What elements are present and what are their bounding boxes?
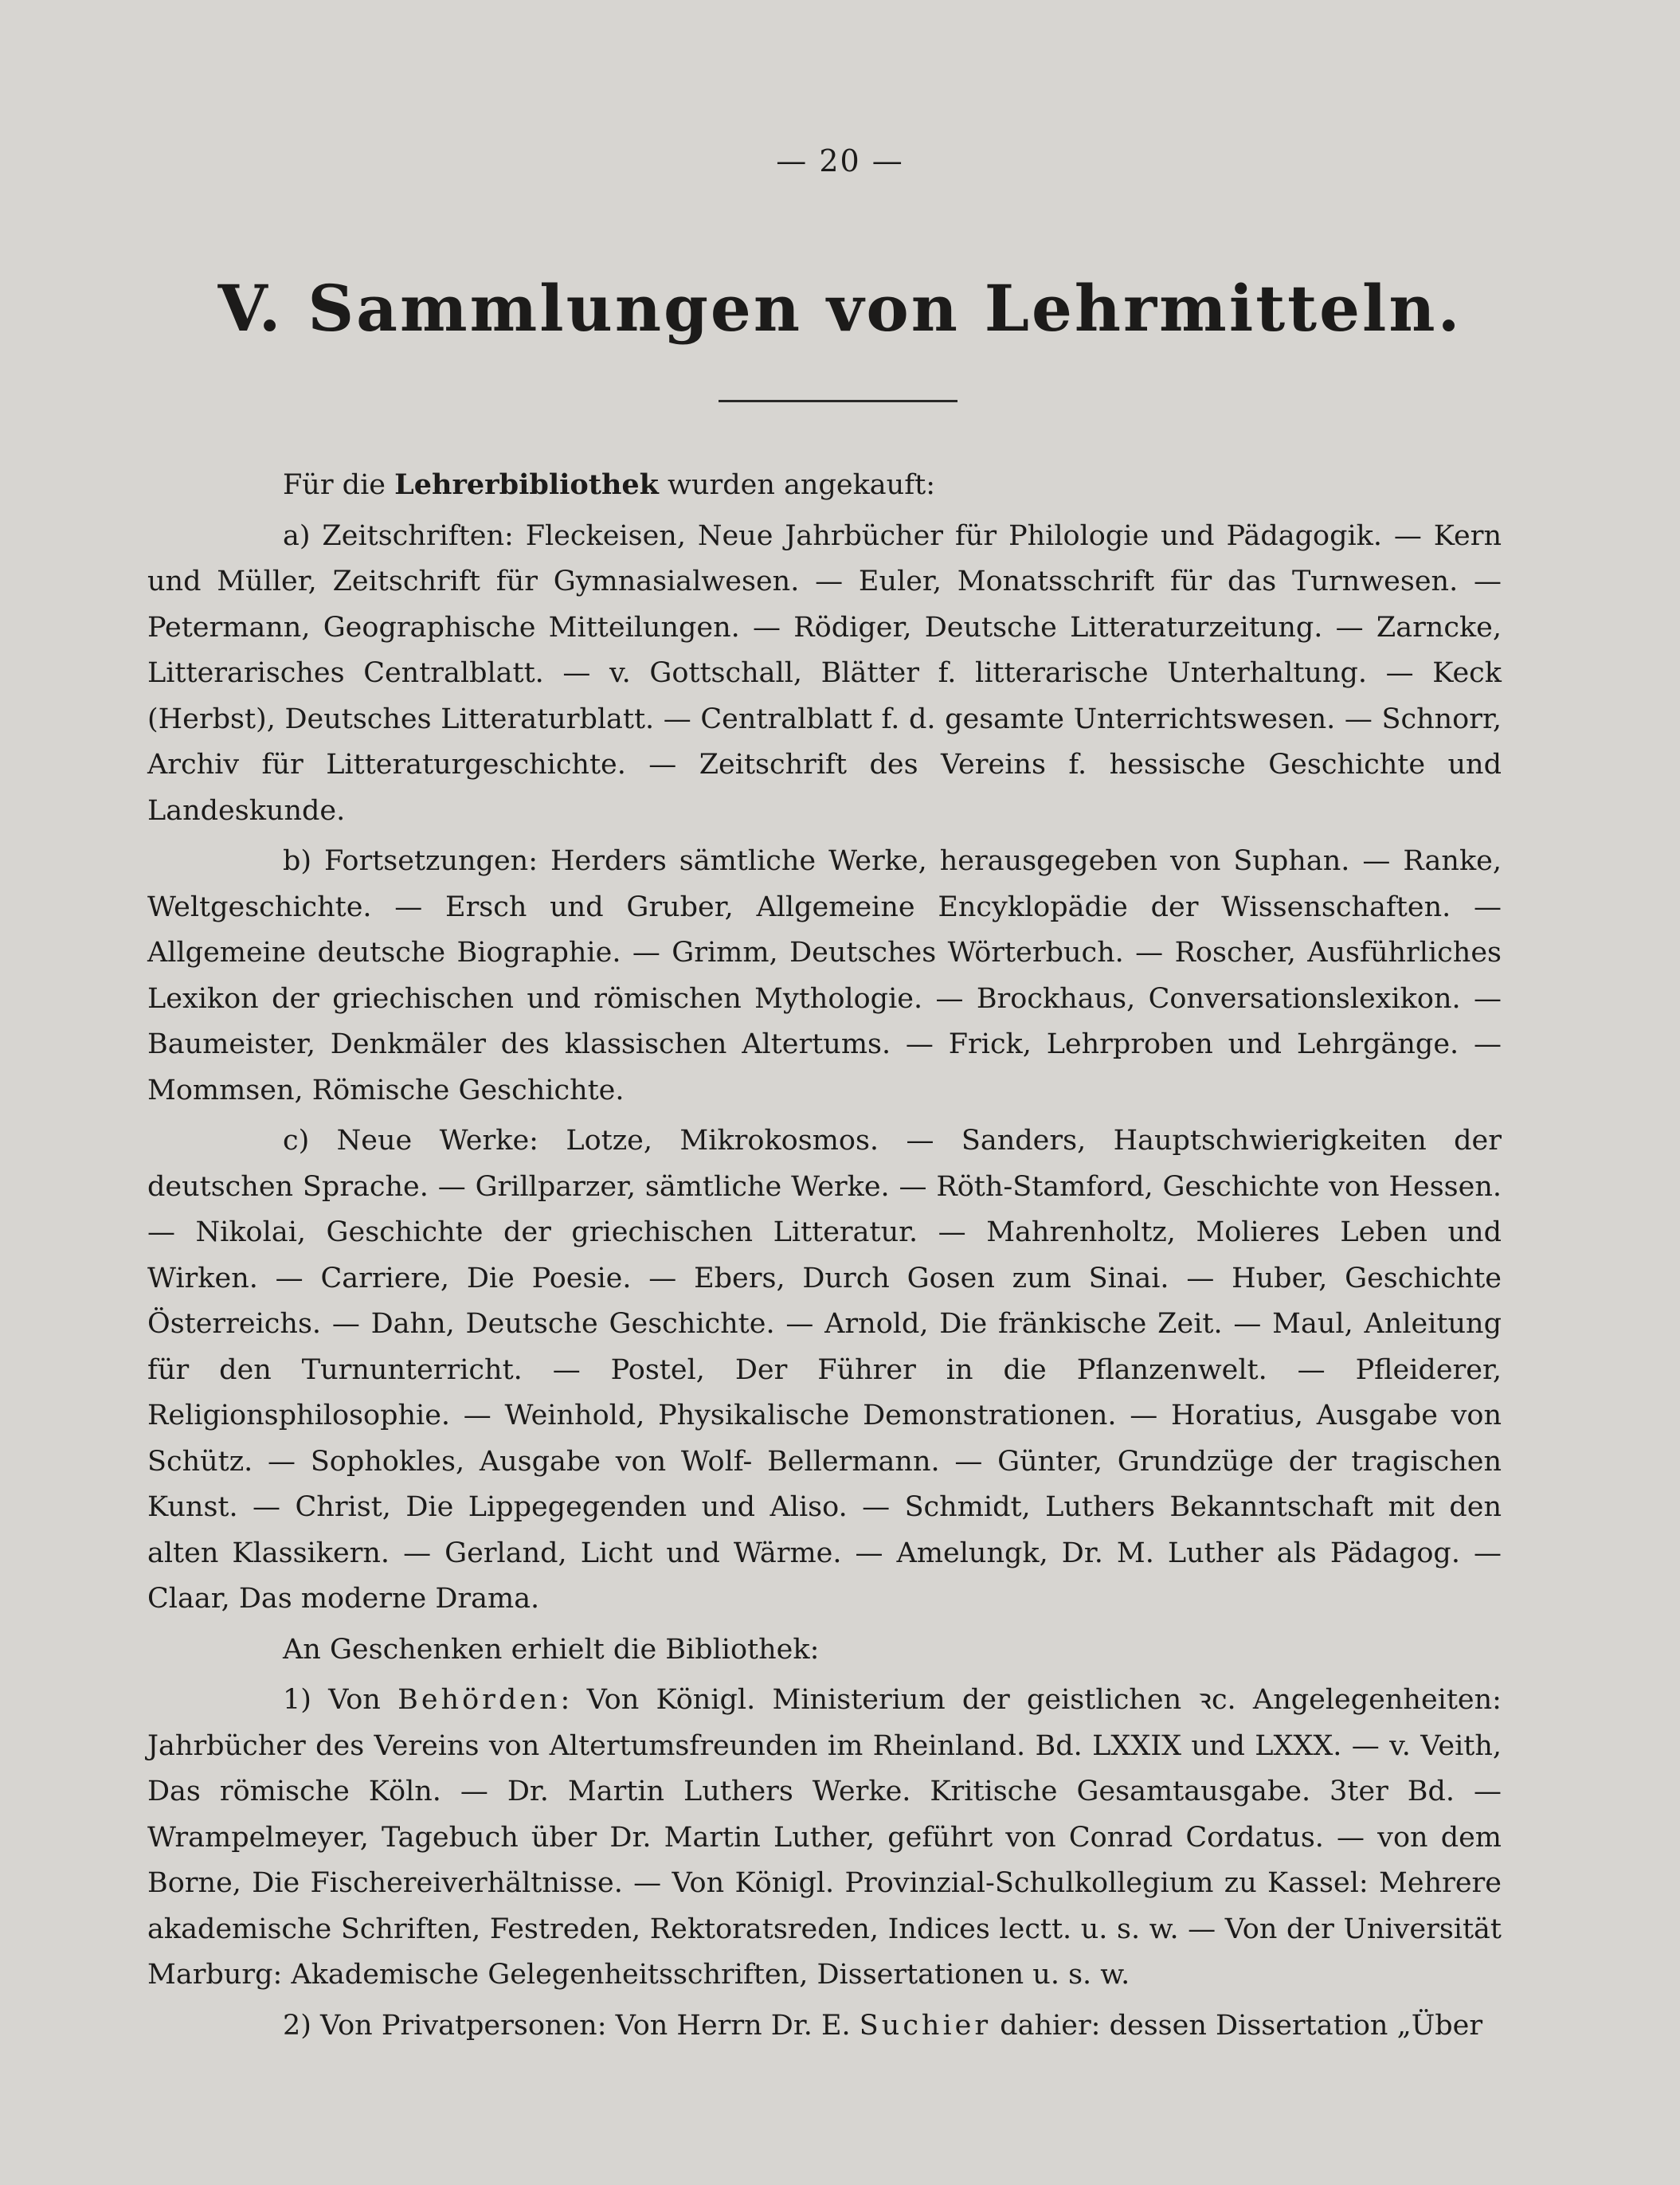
paragraph-c-new-works: c) Neue Werke: Lotze, Mikrokosmos. — Sanders, Hauptschwierigkeiten der deutschen Sprache. — Grillparzer, sämtliche Werke. — Röth-Stamford, Geschichte von Hessen. — Nikolai, Geschichte der griechischen Litteratur. — Mahrenholtz, Molieres Leben und Wirken. — Carriere, Die Poesie. — Ebers, Durch Gosen zum Sinai. — Huber, Geschichte Österreichs. — Dahn, Deutsche Geschichte. — Arnold, Die fränkische Zeit. — Maul, Anleitung für den Turnunterricht. — Postel, Der Führer in die Pflanzenwelt. — Pfleiderer, Religionsphilosophie. — Weinhold, Physikalische Demonstrationen. — Horatius, Ausgabe von Schütz. — Sophokles, Ausgabe von Wolf- Bellermann. — Günter, Grundzüge der tragischen Kunst. — Christ, Die Lippegegenden und Aliso. — Schmidt, Luthers Bekanntschaft mit den alten Klassikern. — Gerland, Licht und Wärme. — Amelungk, Dr. M. Luther als Pädagog. — Claar, Das moderne Drama. [147, 1125, 1502, 1615]
intro-text: Für die [283, 469, 395, 501]
section-heading: V. Sammlungen von Lehrmitteln. [217, 271, 1463, 346]
item2-text: dahier: dessen Dissertation „Über [991, 2009, 1483, 2042]
purchases-intro [147, 462, 1502, 509]
donor-name: Suchier [859, 2009, 992, 2042]
body-text [147, 462, 1502, 2054]
heading-divider [719, 400, 957, 402]
authorities-label: Behörden [397, 1684, 561, 1716]
paragraph-a-periodicals: a) Zeitschriften: Fleckeisen, Neue Jahrbücher für Philologie und Pädagogik. — Kern und Müller, Zeitschrift für Gymnasialwesen. — Euler, Monatsschrift für das Turnwesen. — Petermann, Geographische Mitteilungen. — Rödiger, Deutsche Litteraturzeitung. — Zarncke, Litterarisches Centralblatt. — v. Gottschall, Blätter f. litterarische Unterhaltung. — Keck (Herbst), Deutsches Litteraturblatt. — Centralblatt f. d. gesamte Unterrichtswesen. — Schnorr, Archiv für Litteraturgeschichte. — Zeitschrift des Vereins f. hessische Geschichte und Landeskunde. [147, 519, 1502, 827]
item2-prefix: 2) Von Privatpersonen: Von Herrn Dr. E. [283, 2009, 860, 2042]
item1-text: : Von Königl. Ministerium der geistlichen ꝛc. Angelegenheiten: Jahrbücher des Vereins von Altertumsfreunden im Rheinland. Bd. LXXIX und LXXX. — v. Veith, Das römische Köln. — Dr. Martin Luthers Werke. Kritische Gesamtausgabe. 3ter Bd. — Wrampelmeyer, Tagebuch über Dr. Martin Luther, geführt von Conrad Cordatus. — von dem Borne, Die Fischereiverhältnisse. — Von Königl. Provinzial-Schulkollegium zu Kassel: Mehrere akademische Schriften, Festreden, Rektoratsreden, Indices lectt. u. s. w. — Von der Universität Marburg: Akademische Gelegenheitsschriften, Dissertationen u. s. w. [147, 1684, 1502, 1991]
page-number: — 20 — [776, 143, 904, 178]
item1-prefix: 1) Von [283, 1684, 398, 1716]
paragraph-1-authorities [147, 1678, 1502, 1999]
paragraph-b-continuations: b) Fortsetzungen: Herders sämtliche Werke, herausgegeben von Suphan. — Ranke, Weltgeschichte. — Ersch und Gruber, Allgemeine Encyklopädie der Wissenschaften. — Allgemeine deutsche Biographie. — Grimm, Deutsches Wörterbuch. — Roscher, Ausführliches Lexikon der griechischen und römischen Mythologie. — Brockhaus, Conversationslexikon. — Baumeister, Denkmäler des klassischen Altertums. — Frick, Lehrproben und Lehrgänge. — Mommsen, Römische Geschichte. [147, 845, 1502, 1106]
intro-text-end: wurden angekauft: [658, 469, 936, 501]
library-name: Lehrerbibliothek [394, 468, 659, 501]
paragraph-2-private-persons [147, 2003, 1502, 2050]
gifts-intro: An Geschenken erhielt die Bibliothek: [283, 1633, 820, 1666]
